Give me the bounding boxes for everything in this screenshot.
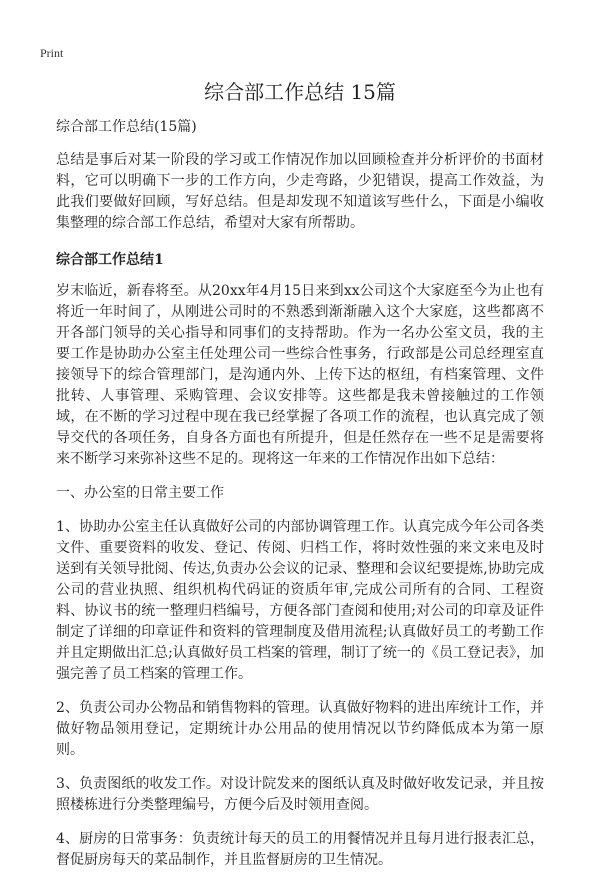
intro-paragraph: 总结是事后对某一阶段的学习或工作情况作加以回顾检查并分析评价的书面材料，它可以明确下一步的工作方向，少走弯路，少犯错误，提高工作效益，为此我们要做好回顾，写好总结。但是却发现不知道该写些什么，下面是小编收集整理的综合部工作总结，希望对大家有所帮助。 bbox=[56, 152, 544, 231]
document-subtitle: 综合部工作总结(15篇) bbox=[56, 119, 197, 135]
body-paragraph-1: 岁末临近，新春将至。从20xx年4月15日来到xx公司这个大家庭至今为止也有将近一年时间了，从刚进公司时的不熟悉到渐渐融入这个大家庭，这些都离不开各部门领导的关心指导和同事们的支持帮助。作为一名办公室文员，我的主要工作是协助办公室主任处理公司一些综合性事务，行政部是公司总经理室直接领导下的综合管理部门，是沟通内外、上传下达的枢纽，有档案管理、文件批转、人事管理、采购管理、会议安排等。这些都是我未曾接触过的工作领域，在不断的学习过程中现在我已经掌握了各项工作的流程，也认真完成了领导交代的各项任务，自身各方面也有所提升，但是任然存在一些不足是需要将来不断学习来弥补这些不足的。现将这一年来的工作情况作出如下总结： bbox=[56, 283, 544, 467]
section-heading-1: 综合部工作总结1 bbox=[56, 252, 164, 268]
page-title: 综合部工作总结 15篇 bbox=[204, 80, 396, 104]
section-subheading: 一、办公室的日常主要工作 bbox=[56, 485, 224, 501]
list-item-4: 4、厨房的日常事务：负责统计每天的员工的用餐情况并且每月进行报表汇总，督促厨房每天的菜品制作，并且监督厨房的卫生情况。 bbox=[56, 831, 544, 868]
list-item-1: 1、协助办公室主任认真做好公司的内部协调管理工作。认真完成今年公司各类文件、重要资料的收发、登记、传阅、归档工作，将时效性强的来文来电及时送到有关领导批阅、传达,负责办公会议的记录、整理和会议纪要提炼,协助完成公司的营业执照、组织机构代码证的资质年审,完成公司所有的合同、工程资料、协议书的统一整理归档编号，方便各部门查阅和使用;对公司的印章及证件制定了详细的印章证件和资料的管理制度及借用流程;认真做好员工的考勤工作并且定期做出汇总;认真做好员工档案的管理，制订了统一的《员工登记表》，加强完善了员工档案的管理工作。 bbox=[56, 519, 544, 682]
print-link[interactable]: Print bbox=[40, 46, 64, 60]
list-item-3: 3、负责图纸的收发工作。对设计院发来的图纸认真及时做好收发记录，并且按照楼栋进行分类整理编号，方便今后及时领用查阅。 bbox=[56, 776, 544, 813]
list-item-2: 2、负责公司办公物品和销售物料的管理。认真做好物料的进出库统计工作，并做好物品领用登记，定期统计办公用品的使用情况以节约降低成本为第一原则。 bbox=[56, 700, 544, 758]
document-body bbox=[56, 117, 544, 884]
